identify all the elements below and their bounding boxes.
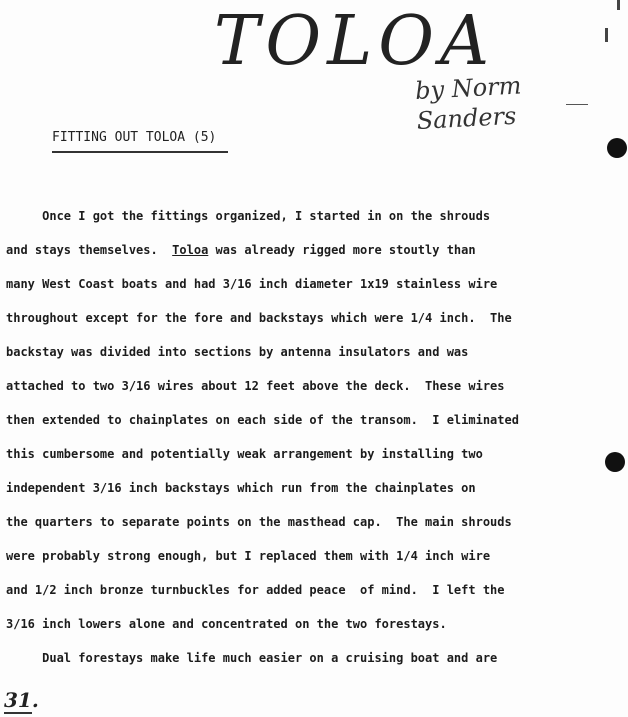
boat-name-emphasis: Toloa [172, 243, 209, 257]
edge-mark-corner [617, 0, 620, 10]
edge-mark-top [605, 28, 608, 42]
body-line-3: many West Coast boats and had 3/16 inch diameter 1x19 stainless wire [6, 277, 498, 291]
body-line-14: Dual forestays make life much easier on a cruising boat and are [6, 651, 498, 665]
punch-hole-middle [605, 452, 625, 472]
body-line-2-end: was already rigged more stoutly than [208, 243, 476, 257]
body-line-11: were probably strong enough, but I replaced them with 1/4 inch wire [6, 549, 491, 563]
body-line-13: 3/16 inch lowers alone and concentrated on the two forestays. [6, 617, 447, 631]
body-line-6: attached to two 3/16 wires about 12 feet above the deck. These wires [6, 379, 505, 393]
page-number: 31. [4, 688, 39, 712]
section-heading: FITTING OUT TOLOA (5) [52, 130, 217, 145]
article-title: TOLOA [214, 2, 496, 81]
body-line-2 [6, 238, 476, 262]
section-heading-underline [52, 151, 228, 153]
body-line-4: throughout except for the fore and backstays which were 1/4 inch. The [6, 311, 512, 325]
body-line-9: independent 3/16 inch backstays which run from the chainplates on [6, 481, 476, 495]
body-line-2-start: and stays themselves. [6, 243, 173, 257]
body-line-12: and 1/2 inch bronze turnbuckles for added peace of mind. I left the [6, 583, 505, 597]
body-line-8: this cumbersome and potentially weak arrangement by installing two [6, 447, 483, 461]
body-line-10: the quarters to separate points on the masthead cap. The main shrouds [6, 515, 512, 529]
author-byline: by Norm Sanders [414, 71, 523, 135]
body-line-7: then extended to chainplates on each side of the transom. I eliminated [6, 413, 519, 427]
byline-underline [566, 104, 588, 105]
page-number-underline [4, 712, 32, 714]
body-line-5: backstay was divided into sections by antenna insulators and was [6, 345, 469, 359]
punch-hole-top [607, 138, 627, 158]
body-line-1: Once I got the fittings organized, I started in on the shrouds [6, 209, 491, 223]
